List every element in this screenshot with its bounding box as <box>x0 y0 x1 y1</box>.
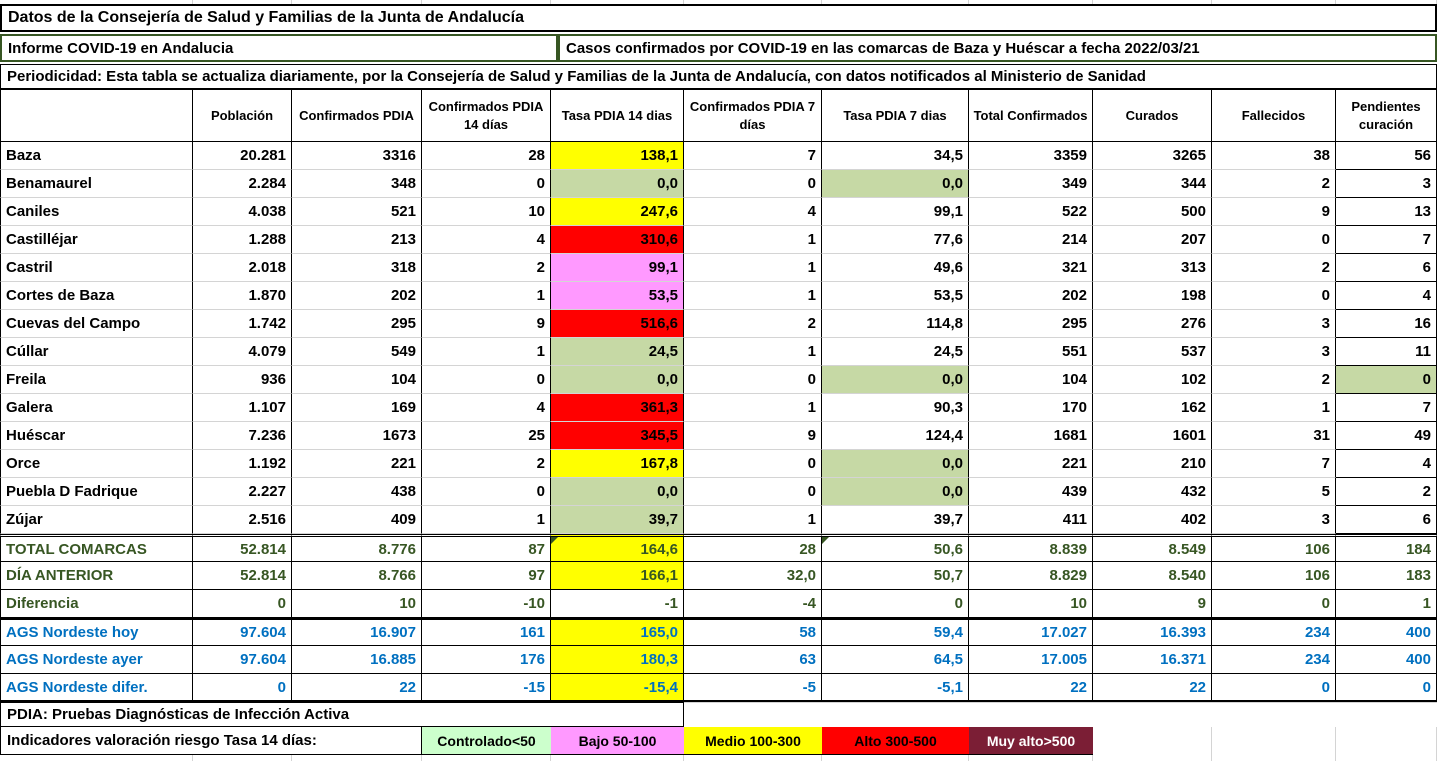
row-label[interactable]: Huéscar <box>0 422 193 450</box>
table-cell[interactable]: 20.281 <box>193 142 292 170</box>
table-cell[interactable]: 0,0 <box>822 478 969 506</box>
table-cell[interactable]: 183 <box>1336 562 1437 590</box>
table-cell[interactable]: 38 <box>1212 142 1336 170</box>
table-cell[interactable]: 310,6 <box>551 226 684 254</box>
table-cell[interactable]: 58 <box>684 618 822 646</box>
table-cell[interactable]: 0,0 <box>822 170 969 198</box>
empty-cell <box>1093 727 1212 755</box>
table-cell[interactable]: 22 <box>1093 674 1212 702</box>
row-label[interactable]: AGS Nordeste difer. <box>0 674 193 702</box>
legend-items <box>422 727 1093 755</box>
table-cell[interactable]: 0 <box>684 478 822 506</box>
table-cell[interactable]: 53,5 <box>822 282 969 310</box>
table-cell[interactable]: 99,1 <box>822 198 969 226</box>
table-cell[interactable]: 551 <box>969 338 1093 366</box>
table-cell[interactable]: 0 <box>1212 226 1336 254</box>
table-cell[interactable]: 106 <box>1212 534 1336 562</box>
table-cell[interactable]: 114,8 <box>822 310 969 338</box>
table-cell[interactable]: 221 <box>969 450 1093 478</box>
gridline <box>551 755 684 761</box>
table-cell[interactable]: 402 <box>1093 506 1212 534</box>
gridline <box>1212 755 1336 761</box>
table-cell[interactable]: 63 <box>684 646 822 674</box>
table-cell[interactable]: 0 <box>193 674 292 702</box>
table-cell[interactable]: 90,3 <box>822 394 969 422</box>
table-cell[interactable]: 0,0 <box>822 366 969 394</box>
empty-cell <box>1093 702 1212 703</box>
table-cell[interactable]: 3265 <box>1093 142 1212 170</box>
table-cell[interactable]: 348 <box>292 170 422 198</box>
gridline <box>292 0 422 4</box>
gridline <box>1336 755 1437 761</box>
table-cell[interactable]: -15,4 <box>551 674 684 702</box>
table-cell[interactable]: 99,1 <box>551 254 684 282</box>
corner-cell[interactable] <box>0 89 193 142</box>
table-cell[interactable]: 1.192 <box>193 450 292 478</box>
table-cell[interactable]: 16.393 <box>1093 618 1212 646</box>
table-cell[interactable]: 1 <box>684 226 822 254</box>
table-cell[interactable]: 1 <box>684 394 822 422</box>
table-cell[interactable]: 50,6 <box>822 534 969 562</box>
table-cell[interactable]: 4 <box>1336 450 1437 478</box>
table-cell[interactable]: 295 <box>292 310 422 338</box>
table-cell[interactable]: -4 <box>684 590 822 618</box>
table-cell[interactable]: 438 <box>292 478 422 506</box>
empty-cell <box>1212 702 1336 703</box>
empty-cell <box>822 702 969 703</box>
table-cell[interactable]: 24,5 <box>551 338 684 366</box>
legend-item[interactable]: Controlado<50 <box>422 727 551 755</box>
table-cell[interactable]: 104 <box>292 366 422 394</box>
table-cell[interactable]: 2.018 <box>193 254 292 282</box>
gridline <box>822 0 969 4</box>
table-cell[interactable]: 221 <box>292 450 422 478</box>
table-cell[interactable]: 164,6 <box>551 534 684 562</box>
table-cell[interactable]: 49,6 <box>822 254 969 282</box>
table-cell[interactable]: 0,0 <box>551 170 684 198</box>
table-cell[interactable]: 0 <box>1212 590 1336 618</box>
legend-item[interactable]: Medio 100-300 <box>684 727 822 755</box>
table-cell[interactable]: 2 <box>1212 254 1336 282</box>
table-cell[interactable]: 8.776 <box>292 534 422 562</box>
table-cell[interactable]: 34,5 <box>822 142 969 170</box>
gridline <box>969 0 1093 4</box>
row-label[interactable]: DÍA ANTERIOR <box>0 562 193 590</box>
table-cell[interactable]: 345,5 <box>551 422 684 450</box>
table-cell[interactable]: 6 <box>1336 254 1437 282</box>
table-cell[interactable]: 176 <box>422 646 551 674</box>
table-cell[interactable]: 2.516 <box>193 506 292 534</box>
table-cell[interactable]: 0 <box>822 590 969 618</box>
table-cell[interactable]: 1 <box>684 254 822 282</box>
table-cell[interactable]: 106 <box>1212 562 1336 590</box>
table-cell[interactable]: 4.079 <box>193 338 292 366</box>
table-cell[interactable]: 11 <box>1336 338 1437 366</box>
gridline <box>1336 0 1437 4</box>
table-cell[interactable]: 52.814 <box>193 534 292 562</box>
table-cell[interactable]: 10 <box>969 590 1093 618</box>
cases-title-cell[interactable] <box>558 34 1437 62</box>
table-cell[interactable]: 31 <box>1212 422 1336 450</box>
report-title: Informe COVID-19 en Andalucia <box>8 39 234 57</box>
gridline <box>422 0 551 4</box>
bottom-gridline-strip <box>0 755 1437 761</box>
table-cell[interactable]: 59,4 <box>822 618 969 646</box>
table-cell[interactable]: 0 <box>422 170 551 198</box>
table-cell[interactable]: 3 <box>1336 170 1437 198</box>
table-cell[interactable]: 3 <box>1212 506 1336 534</box>
column-header[interactable]: Total Confirmados <box>969 89 1093 142</box>
row-label[interactable]: Cúllar <box>0 338 193 366</box>
table-cell[interactable]: 0 <box>1336 674 1437 702</box>
row-label[interactable]: Castril <box>0 254 193 282</box>
table-cell[interactable]: 2 <box>1336 478 1437 506</box>
table-cell[interactable]: 276 <box>1093 310 1212 338</box>
gridline <box>1093 755 1212 761</box>
table-cell[interactable]: 8.766 <box>292 562 422 590</box>
column-header[interactable]: Tasa PDIA 7 dias <box>822 89 969 142</box>
table-cell[interactable]: 180,3 <box>551 646 684 674</box>
table-cell[interactable]: 16.907 <box>292 618 422 646</box>
table-cell[interactable]: 321 <box>969 254 1093 282</box>
table-cell[interactable]: 24,5 <box>822 338 969 366</box>
table-cell[interactable]: -5 <box>684 674 822 702</box>
table-cell[interactable]: 1 <box>422 506 551 534</box>
column-header[interactable]: Tasa PDIA 14 dias <box>551 89 684 142</box>
table-cell[interactable]: 1673 <box>292 422 422 450</box>
table-cell[interactable]: 1.107 <box>193 394 292 422</box>
empty-cell <box>1336 702 1437 703</box>
table-cell[interactable]: 97 <box>422 562 551 590</box>
table-cell[interactable]: 169 <box>292 394 422 422</box>
gridline <box>684 0 822 4</box>
table-cell[interactable]: 17.027 <box>969 618 1093 646</box>
table-cell[interactable]: 162 <box>1093 394 1212 422</box>
table-cell[interactable]: 25 <box>422 422 551 450</box>
table-cell[interactable]: 522 <box>969 198 1093 226</box>
pdia-note: PDIA: Pruebas Diagnósticas de Infección Activa <box>7 706 350 723</box>
table-cell[interactable]: 39,7 <box>551 506 684 534</box>
table-cell[interactable]: 0,0 <box>551 366 684 394</box>
table-cell[interactable]: 28 <box>422 142 551 170</box>
empty-cell <box>1212 727 1336 755</box>
gridline <box>0 755 193 761</box>
gridline <box>551 0 684 4</box>
column-header[interactable]: Curados <box>1093 89 1212 142</box>
table-cell[interactable]: -15 <box>422 674 551 702</box>
table-cell[interactable]: 97.604 <box>193 646 292 674</box>
pdia-note-row <box>0 702 1437 727</box>
table-cell[interactable]: 9 <box>1212 198 1336 226</box>
table-cell[interactable]: 1.742 <box>193 310 292 338</box>
table-cell[interactable]: 16.885 <box>292 646 422 674</box>
table-cell[interactable]: 32,0 <box>684 562 822 590</box>
row-label[interactable]: Benamaurel <box>0 170 193 198</box>
subtitle-row <box>0 34 1437 62</box>
table-cell[interactable]: 102 <box>1093 366 1212 394</box>
table-cell[interactable]: 344 <box>1093 170 1212 198</box>
table-cell[interactable]: 1 <box>422 282 551 310</box>
row-label[interactable]: Castilléjar <box>0 226 193 254</box>
column-header[interactable]: Pendientes curación <box>1336 89 1437 142</box>
table-cell[interactable]: 1 <box>684 506 822 534</box>
table-cell[interactable]: 1601 <box>1093 422 1212 450</box>
table-cell[interactable]: 2.284 <box>193 170 292 198</box>
table-cell[interactable]: 138,1 <box>551 142 684 170</box>
table-cell[interactable]: 166,1 <box>551 562 684 590</box>
gridline <box>684 755 822 761</box>
column-header[interactable]: Confirmados PDIA <box>292 89 422 142</box>
table-cell[interactable]: 0,0 <box>551 478 684 506</box>
table-cell[interactable]: 1 <box>684 338 822 366</box>
table-cell[interactable]: 537 <box>1093 338 1212 366</box>
table-cell[interactable]: 2 <box>684 310 822 338</box>
table-cell[interactable]: 4 <box>422 226 551 254</box>
table-cell[interactable]: 4 <box>684 198 822 226</box>
table-cell[interactable]: 7 <box>1212 450 1336 478</box>
table-cell[interactable]: 7 <box>684 142 822 170</box>
table-cell[interactable]: 1 <box>684 282 822 310</box>
table-cell[interactable]: 202 <box>969 282 1093 310</box>
table-cell[interactable]: 22 <box>292 674 422 702</box>
cell-corner-triangle-icon <box>822 537 829 544</box>
table-cell[interactable]: 1.288 <box>193 226 292 254</box>
table-cell[interactable]: 0 <box>1212 674 1336 702</box>
table-cell[interactable]: 13 <box>1336 198 1437 226</box>
table-cell[interactable]: 165,0 <box>551 618 684 646</box>
table-cell[interactable]: 3 <box>1212 310 1336 338</box>
table-cell[interactable]: 202 <box>292 282 422 310</box>
cell-corner-triangle-icon <box>551 537 558 544</box>
table-cell[interactable]: 104 <box>969 366 1093 394</box>
column-header[interactable]: Población <box>193 89 292 142</box>
row-label[interactable]: Orce <box>0 450 193 478</box>
risk-legend-row <box>0 727 1437 755</box>
table-cell[interactable]: 17.005 <box>969 646 1093 674</box>
table-cell[interactable]: 0 <box>422 366 551 394</box>
gridline <box>1212 0 1336 4</box>
legend-item[interactable]: Bajo 50-100 <box>551 727 684 755</box>
table-cell[interactable]: 0 <box>422 478 551 506</box>
legend-label-cell[interactable] <box>0 727 422 755</box>
table-cell[interactable]: 4 <box>422 394 551 422</box>
table-cell[interactable]: 16.371 <box>1093 646 1212 674</box>
table-cell[interactable]: 295 <box>969 310 1093 338</box>
table-cell[interactable]: 2 <box>422 450 551 478</box>
table-cell[interactable]: 184 <box>1336 534 1437 562</box>
row-label[interactable]: Baza <box>0 142 193 170</box>
table-cell[interactable]: 3 <box>1212 338 1336 366</box>
table-cell[interactable]: 9 <box>684 422 822 450</box>
table-cell[interactable]: 400 <box>1336 646 1437 674</box>
table-cell[interactable]: 4.038 <box>193 198 292 226</box>
row-label[interactable]: Diferencia <box>0 590 193 618</box>
table-cell[interactable]: 22 <box>969 674 1093 702</box>
table-cell[interactable]: -5,1 <box>822 674 969 702</box>
table-cell[interactable]: -10 <box>422 590 551 618</box>
row-label[interactable]: AGS Nordeste ayer <box>0 646 193 674</box>
row-label[interactable]: Zújar <box>0 506 193 534</box>
row-label[interactable]: Cortes de Baza <box>0 282 193 310</box>
pdia-note-cell[interactable] <box>0 702 684 727</box>
table-cell[interactable]: 77,6 <box>822 226 969 254</box>
table-cell[interactable]: 10 <box>422 198 551 226</box>
table-cell[interactable]: 50,7 <box>822 562 969 590</box>
table-cell[interactable]: 7 <box>1336 394 1437 422</box>
table-cell[interactable]: 198 <box>1093 282 1212 310</box>
table-cell[interactable]: 409 <box>292 506 422 534</box>
table-cell[interactable]: 0 <box>684 450 822 478</box>
empty-cell <box>969 702 1093 703</box>
table-cell[interactable]: 64,5 <box>822 646 969 674</box>
table-cell[interactable]: 247,6 <box>551 198 684 226</box>
row-label[interactable]: Freila <box>0 366 193 394</box>
table-cell[interactable]: 28 <box>684 534 822 562</box>
column-header[interactable]: Confirmados PDIA 7 días <box>684 89 822 142</box>
table-cell[interactable]: 213 <box>292 226 422 254</box>
table-cell[interactable]: 39,7 <box>822 506 969 534</box>
table-cell[interactable]: 1681 <box>969 422 1093 450</box>
table-cell[interactable]: 167,8 <box>551 450 684 478</box>
gridline <box>822 755 969 761</box>
covid-table <box>0 89 1437 702</box>
table-cell[interactable]: 124,4 <box>822 422 969 450</box>
table-cell[interactable]: 2 <box>1212 170 1336 198</box>
table-cell[interactable]: 56 <box>1336 142 1437 170</box>
table-cell[interactable]: 1 <box>1336 590 1437 618</box>
table-cell[interactable]: 0 <box>684 170 822 198</box>
gridline <box>1093 0 1212 4</box>
table-cell[interactable]: 234 <box>1212 646 1336 674</box>
table-cell[interactable]: 318 <box>292 254 422 282</box>
table-cell[interactable]: 52.814 <box>193 562 292 590</box>
row-label[interactable]: Cuevas del Campo <box>0 310 193 338</box>
legend-label: Indicadores valoración riesgo Tasa 14 días: <box>7 732 317 749</box>
row-label[interactable]: Caniles <box>0 198 193 226</box>
table-cell[interactable]: 2.227 <box>193 478 292 506</box>
table-cell[interactable]: 0 <box>1336 366 1437 394</box>
table-cell[interactable]: 2 <box>1212 366 1336 394</box>
row-label[interactable]: TOTAL COMARCAS <box>0 534 193 562</box>
table-cell[interactable]: 5 <box>1212 478 1336 506</box>
gridline <box>422 755 551 761</box>
table-cell[interactable]: 87 <box>422 534 551 562</box>
table-cell[interactable]: 16 <box>1336 310 1437 338</box>
table-cell[interactable]: 1 <box>1212 394 1336 422</box>
periodicity-cell[interactable] <box>0 64 1437 89</box>
empty-cell <box>1336 727 1437 755</box>
table-cell[interactable]: 0 <box>684 366 822 394</box>
top-gridline-strip <box>0 0 1437 4</box>
table-cell[interactable]: 234 <box>1212 618 1336 646</box>
table-cell[interactable]: 161 <box>422 618 551 646</box>
table-cell[interactable]: 97.604 <box>193 618 292 646</box>
table-cell[interactable]: 210 <box>1093 450 1212 478</box>
table-cell[interactable]: 170 <box>969 394 1093 422</box>
table-cell[interactable]: 6 <box>1336 506 1437 534</box>
table-cell[interactable]: 1.870 <box>193 282 292 310</box>
gridline <box>0 0 193 4</box>
table-cell[interactable]: 49 <box>1336 422 1437 450</box>
empty-cell <box>684 702 822 703</box>
table-cell[interactable]: 549 <box>292 338 422 366</box>
table-cell[interactable]: 7.236 <box>193 422 292 450</box>
table-cell[interactable]: 3359 <box>969 142 1093 170</box>
column-header[interactable]: Fallecidos <box>1212 89 1336 142</box>
table-cell[interactable]: 432 <box>1093 478 1212 506</box>
legend-item[interactable]: Alto 300-500 <box>822 727 969 755</box>
periodicity-text: Periodicidad: Esta tabla se actualiza diariamente, por la Consejería de Salud y Familias de la Junta de Andalucía, con datos notificados al Ministerio de Sanidad <box>7 68 1146 85</box>
table-cell[interactable]: 400 <box>1336 618 1437 646</box>
table-cell[interactable]: 8.839 <box>969 534 1093 562</box>
table-cell[interactable]: 0 <box>1212 282 1336 310</box>
table-cell[interactable]: 516,6 <box>551 310 684 338</box>
cases-title: Casos confirmados por COVID-19 en las comarcas de Baza y Huéscar a fecha 2022/03/21 <box>566 39 1200 57</box>
report-title-cell[interactable] <box>0 34 558 62</box>
gridline <box>969 755 1093 761</box>
gridline <box>193 755 292 761</box>
table-cell[interactable]: 0,0 <box>822 450 969 478</box>
table-cell[interactable]: 0 <box>193 590 292 618</box>
gridline <box>193 0 292 4</box>
table-cell[interactable]: 411 <box>969 506 1093 534</box>
table-cell[interactable]: 10 <box>292 590 422 618</box>
table-cell[interactable]: 936 <box>193 366 292 394</box>
row-label[interactable]: AGS Nordeste hoy <box>0 618 193 646</box>
legend-item[interactable]: Muy alto>500 <box>969 727 1093 755</box>
row-label[interactable]: Galera <box>0 394 193 422</box>
table-cell[interactable]: 8.549 <box>1093 534 1212 562</box>
table-cell[interactable]: -1 <box>551 590 684 618</box>
table-cell[interactable]: 53,5 <box>551 282 684 310</box>
table-cell[interactable]: 207 <box>1093 226 1212 254</box>
table-cell[interactable]: 361,3 <box>551 394 684 422</box>
gridline <box>292 755 422 761</box>
table-cell[interactable]: 1 <box>422 338 551 366</box>
table-cell[interactable]: 8.829 <box>969 562 1093 590</box>
table-cell[interactable]: 439 <box>969 478 1093 506</box>
table-cell[interactable]: 4 <box>1336 282 1437 310</box>
main-title-cell[interactable] <box>0 4 1437 32</box>
row-label[interactable]: Puebla D Fadrique <box>0 478 193 506</box>
table-cell[interactable]: 2 <box>422 254 551 282</box>
table-cell[interactable]: 3316 <box>292 142 422 170</box>
main-title: Datos de la Consejería de Salud y Familias de la Junta de Andalucía <box>8 9 525 26</box>
table-cell[interactable]: 349 <box>969 170 1093 198</box>
table-cell[interactable]: 9 <box>1093 590 1212 618</box>
table-cell[interactable]: 9 <box>422 310 551 338</box>
column-header[interactable]: Confirmados PDIA 14 días <box>422 89 551 142</box>
table-cell[interactable]: 7 <box>1336 226 1437 254</box>
table-cell[interactable]: 521 <box>292 198 422 226</box>
table-cell[interactable]: 214 <box>969 226 1093 254</box>
table-cell[interactable]: 8.540 <box>1093 562 1212 590</box>
table-cell[interactable]: 313 <box>1093 254 1212 282</box>
table-cell[interactable]: 500 <box>1093 198 1212 226</box>
